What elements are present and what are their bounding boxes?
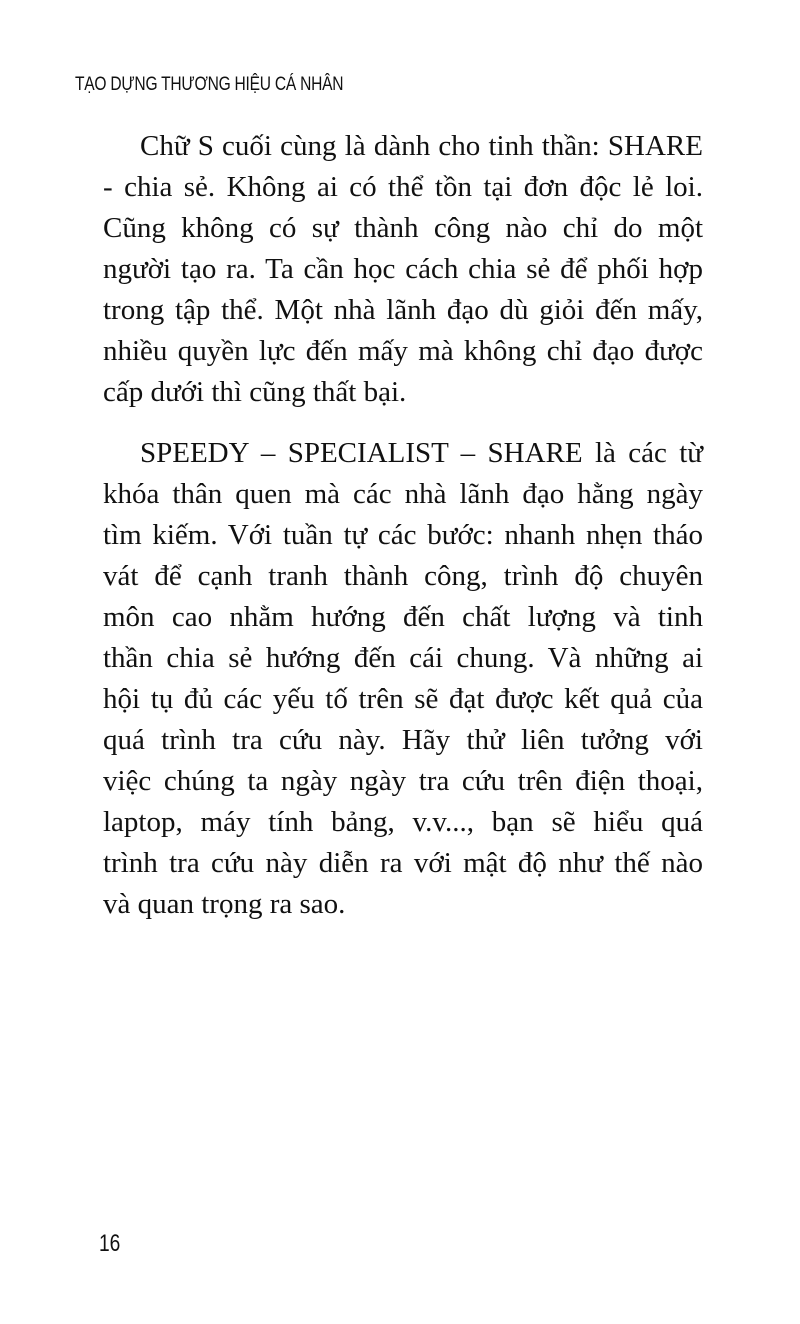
text-line: người tạo ra. Ta cần học cách chia sẻ để phối hợp (103, 253, 703, 285)
text-line: trong tập thể. Một nhà lãnh đạo dù giỏi đến mấy, (103, 294, 703, 326)
text-line: quá trình tra cứu này. Hãy thử liên tưởng với (103, 724, 703, 756)
text-line: trình tra cứu này diễn ra với mật độ như thế nào (103, 847, 703, 879)
text-line: Cũng không có sự thành công nào chỉ do một (103, 212, 703, 244)
body-text (103, 126, 703, 925)
paragraph-keywords (103, 433, 703, 925)
text-line: hội tụ đủ các yếu tố trên sẽ đạt được kết quả của (103, 683, 703, 715)
text-line: và quan trọng ra sao. (103, 888, 346, 920)
text-line: tìm kiếm. Với tuần tự các bước: nhanh nhẹn tháo (103, 519, 703, 551)
text-line: môn cao nhằm hướng đến chất lượng và tinh (103, 601, 703, 633)
text-line: vát để cạnh tranh thành công, trình độ chuyên (103, 560, 703, 592)
page-number: 16 (99, 1230, 121, 1257)
text-line: SPEEDY – SPECIALIST – SHARE là các từ (140, 437, 703, 469)
paragraph-share (103, 126, 703, 413)
text-line: - chia sẻ. Không ai có thể tồn tại đơn độc lẻ loi. (103, 171, 703, 203)
text-line: cấp dưới thì cũng thất bại. (103, 376, 407, 408)
text-line: việc chúng ta ngày ngày tra cứu trên điện thoại, (103, 765, 703, 797)
text-line: laptop, máy tính bảng, v.v..., bạn sẽ hiểu quá (103, 806, 703, 838)
running-header: TẠO DỰNG THƯƠNG HIỆU CÁ NHÂN (75, 74, 344, 95)
paragraph-gap (103, 413, 703, 433)
text-line: Chữ S cuối cùng là dành cho tinh thần: SHARE (140, 130, 703, 162)
text-line: thần chia sẻ hướng đến cái chung. Và những ai (103, 642, 703, 674)
text-line: khóa thân quen mà các nhà lãnh đạo hằng ngày (103, 478, 703, 510)
text-line: nhiều quyền lực đến mấy mà không chỉ đạo được (103, 335, 703, 367)
